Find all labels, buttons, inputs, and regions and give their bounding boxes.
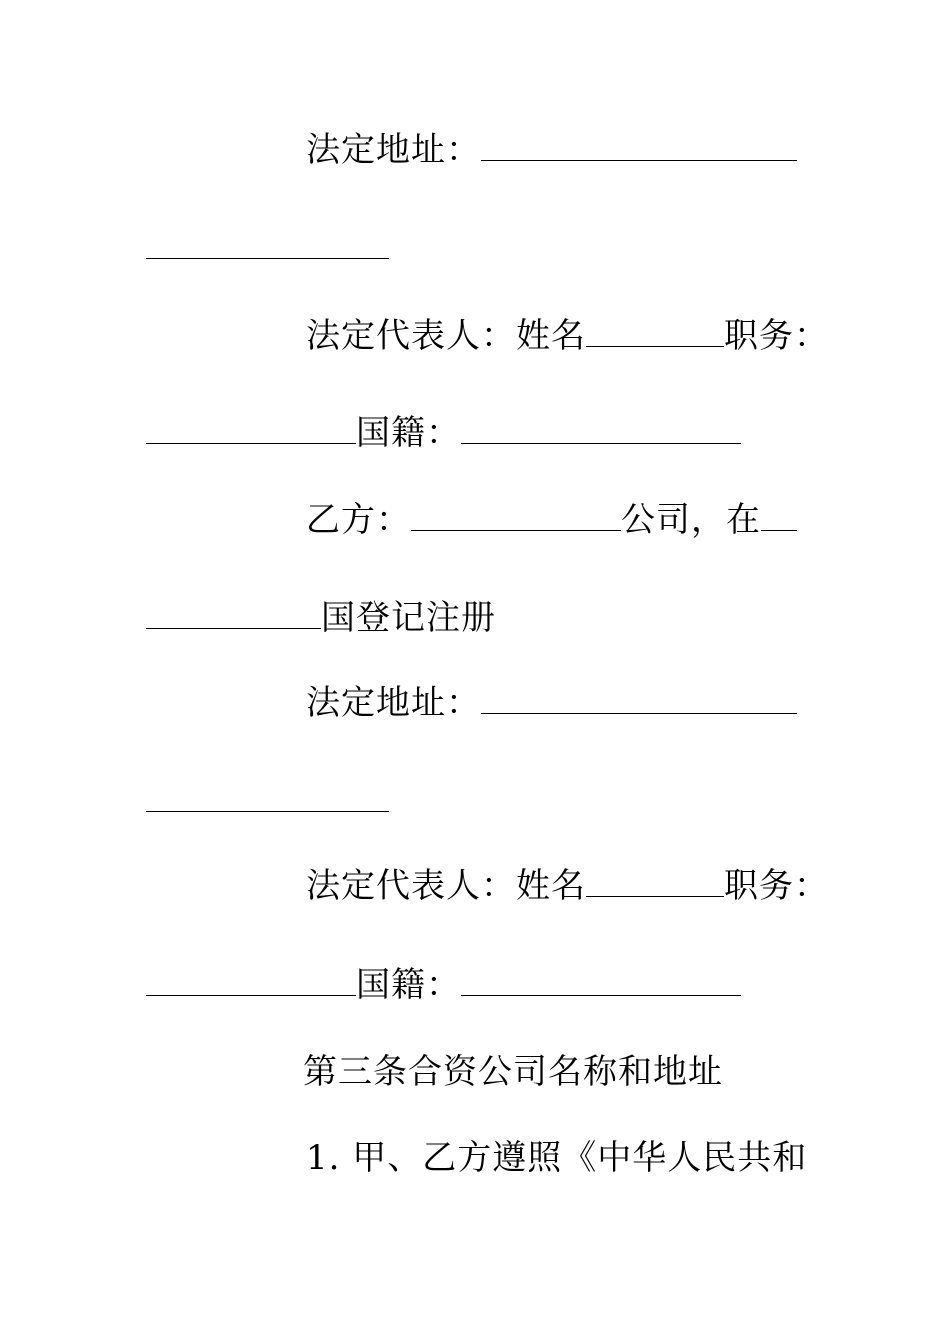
article-3-clause-1: 1. 甲、乙方遵照《中华人民共和 [306,1138,808,1178]
party-b-register-text: 国登记注册 [321,598,496,638]
party-b-nationality-line [146,965,741,1005]
party-a-address-line [306,130,797,170]
party-a-rep-position-label: 职务： [724,316,829,356]
party-b-rep-position-label: 职务： [724,866,829,906]
party-b-rep-name-blank [586,866,724,897]
party-b-register-line [146,598,496,638]
party-a-position-blank [146,413,356,444]
party-b-rep-label: 法定代表人：姓名 [306,866,586,906]
party-b-address-continuation [146,781,389,821]
party-b-nationality-blank [461,965,741,996]
party-b-company-blank [411,500,621,531]
party-b-position-blank [146,965,356,996]
party-a-nationality-label: 国籍： [356,413,461,453]
party-a-nationality-line [146,413,741,453]
party-a-address-blank [481,130,797,161]
party-a-rep-label: 法定代表人：姓名 [306,316,586,356]
party-a-nationality-blank [461,413,741,444]
party-b-country-blank-2 [146,598,321,629]
party-a-address-continuation [146,228,389,268]
party-a-address-label: 法定地址： [306,130,481,170]
party-b-company-text: 公司，在 [621,500,761,540]
party-a-address-blank-2 [146,228,389,259]
party-b-address-label: 法定地址： [306,683,481,723]
party-b-address-line [306,683,797,723]
party-b-label: 乙方： [306,500,411,540]
party-a-rep-line [306,316,829,356]
party-b-address-blank [481,683,797,714]
article-3-heading: 第三条合资公司名称和地址 [303,1052,723,1092]
party-a-rep-name-blank [586,316,724,347]
party-b-country-blank [761,500,797,531]
party-b-rep-line [306,866,829,906]
party-b-line [306,500,797,540]
party-b-nationality-label: 国籍： [356,965,461,1005]
party-b-address-blank-2 [146,781,389,812]
